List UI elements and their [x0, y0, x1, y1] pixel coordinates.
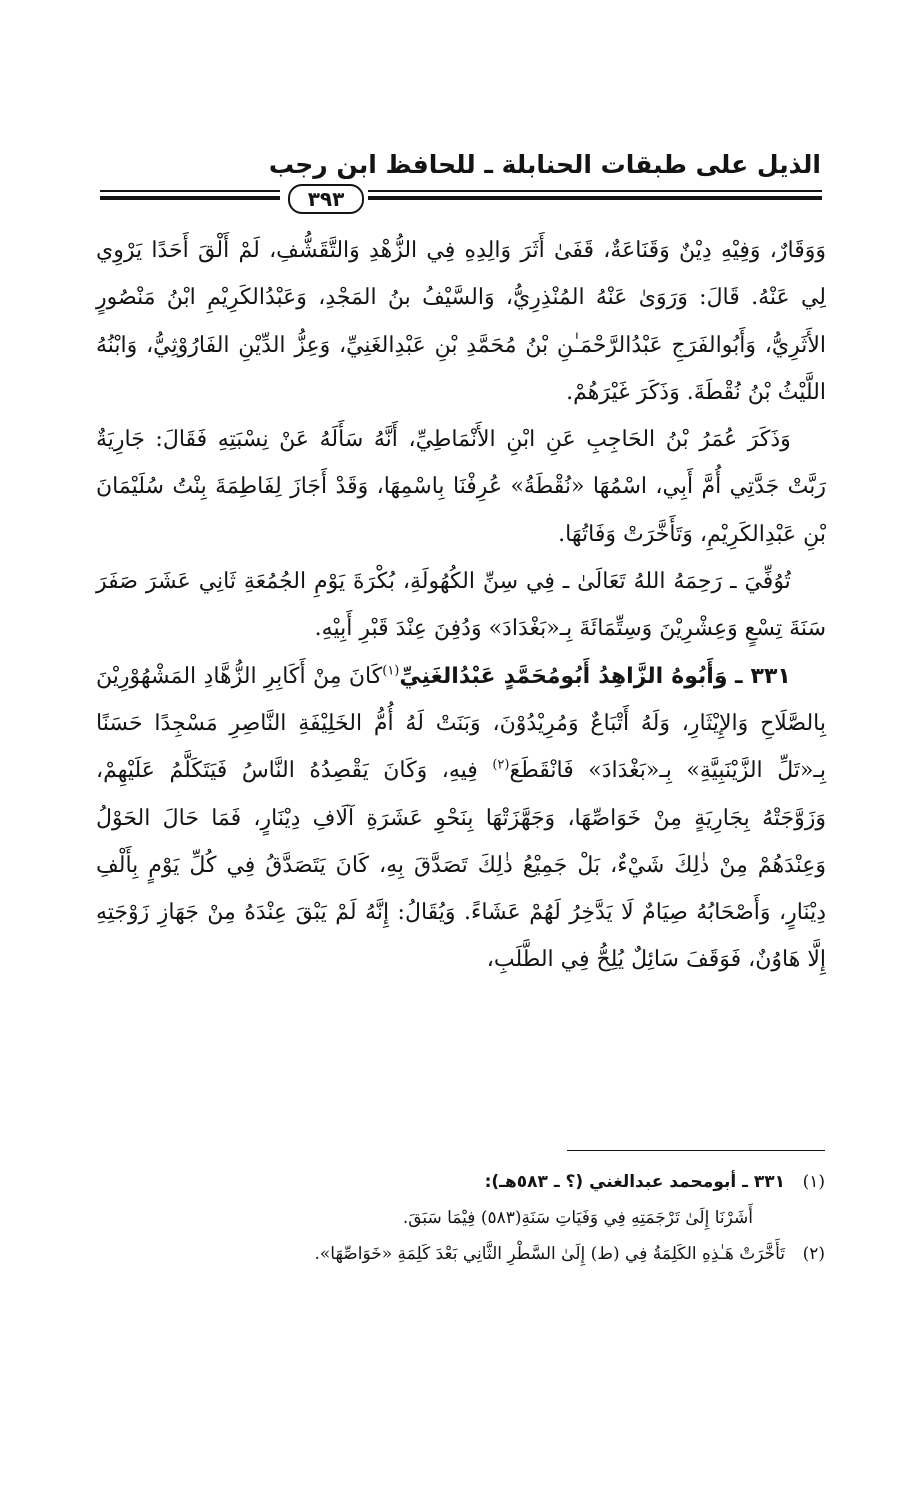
paragraph-4-text-b: فِيهِ، وَكَانَ يَقْصِدُهُ النَّاسُ فَيَتَكَلَّمُ عَلَيْهِمْ، وَزَوَّجَتْهُ بِجَارِيَةٍ مِنْ خَوَاصِّهَا، وَجَهَّزَتْهَا بِنَحْوِ عَشَرَةِ آلَافِ دِيْنَارٍ، فَمَا حَالَ الحَوْلُ وَعِنْدَهُمْ مِنْ ذٰلِكَ شَيْءٌ، بَلْ جَمِيْعُ ذٰلِكَ تَصَدَّقَ بِهِ، كَانَ يَتَصَدَّقُ فِي كُلِّ يَوْمٍ بِأَلْفِ دِيْنَارٍ، وَأَصْحَابُهُ صِيَامٌ لَا يَدَّخِرُ لَهُمْ عَشَاءً. وَيُقَالُ: إِنَّهُ لَمْ يَبْقَ عِنْدَهُ مِنْ جَهَازِ زَوْجَتِهِ إِلَّا هَاوُنٌ، فَوَقَفَ سَائِلٌ يُلِحُّ فِي الطَّلَبِ،	[96, 758, 826, 973]
entry-number: ٣٣١ ـ	[734, 663, 791, 689]
footnotes	[150, 1164, 825, 1272]
paragraph-3: تُوُفِّيَ ـ رَحِمَهُ اللهُ تَعَالَىٰ ـ فِي سِنِّ الكُهُولَةِ، بُكْرَةَ يَوْمِ الجُمُعَةِ ثَانِي عَشَرَ صَفَرَ سَنَةَ تِسْعٍ وَعِشْرِيْنَ وَسِتِّمَائَةَ بِـ«بَغْدَادَ» وَدُفِنَ عِنْدَ قَبْرِ أَبِيْهِ.	[96, 569, 826, 642]
paragraph-4	[96, 653, 826, 984]
header-rule-right-thin	[368, 190, 822, 192]
header-rule-left-thick	[100, 196, 280, 200]
main-text	[96, 227, 826, 984]
paragraph-4-text-a: كَانَ مِنْ أَكَابِرِ الزُّهَّادِ المَشْهُوْرِيْنَ بِالصَّلَاحِ وَالإِيْثَارِ، وَلَهُ أَتْبَاعٌ وَمُرِيْدُوْنَ، وَبَنَتْ لَهُ أُمُّ الخَلِيْفَةِ النَّاصِرِ مَسْجِدًا حَسَنًا بِـ«تَلِّ الزَّيْنَبِيَّةِ» بِـ«بَغْدَادَ» فَانْقَطَعَ	[96, 663, 827, 784]
footnote-divider	[567, 1150, 825, 1151]
footnote-ref-1: (١)	[382, 663, 400, 679]
footnote-2-text: تَأَخَّرَتْ هَـٰذِهِ الكَلِمَةُ فِي (ط) إِلَىٰ السَّطْرِ الثَّانِي بَعْدَ كَلِمَةِ «خَوَاصِّهَا».	[314, 1244, 785, 1264]
page-number: ٣٩٣	[288, 184, 364, 214]
header-rule-right-thick	[368, 196, 822, 200]
paragraph-2: وَذَكَرَ عُمَرُ بْنُ الحَاجِبِ عَنِ ابْنِ الأَنْمَاطِيِّ، أَنَّهُ سَأَلَهُ عَنْ نِسْبَتِهِ فَقَالَ: جَارِيَةٌ رَبَّتْ جَدَّتِي أُمَّ أَبِي، اسْمُهَا «نُقْطَةُ» عُرِفْنَا بِاسْمِهَا، وَقَدْ أَجَازَ لِفَاطِمَةَ بِنْتُ سُلَيْمَانَ بْنِ عَبْدِالكَرِيْمِ، وَتَأَخَّرَتْ وَفَاتُهَا.	[96, 427, 826, 547]
footnote-2-marker: (٢)	[802, 1244, 825, 1264]
footnote-1-marker: (١)	[802, 1172, 825, 1192]
entry-name: وَأَبُوهُ الزَّاهِدُ أَبُومُحَمَّدٍ عَبْدُالغَنِيِّ	[399, 663, 728, 689]
footnote-2	[150, 1236, 825, 1272]
running-header-title: الذيل على طبقات الحنابلة ـ للحافظ ابن رجب	[268, 150, 821, 179]
footnote-ref-2: (٢)	[492, 757, 510, 773]
footnote-1	[150, 1164, 825, 1200]
header-rule-left-thin	[100, 190, 280, 192]
paragraph-1: وَوَقَارٌ، وَفِيْهِ دِيْنٌ وَقَنَاعَةٌ، قَفَىٰ أَثَرَ وَالِدِهِ فِي الزُّهْدِ وَالتَّقَشُّفِ، لَمْ أَلْقَ أَحَدًا يَرْوِي لِي عَنْهُ. قَالَ: وَرَوَىٰ عَنْهُ المُنْذِرِيُّ، وَالسَّيْفُ بنُ المَجْدِ، وَعَبْدُالكَرِيْمِ ابْنُ مَنْصُورٍ الأَثَرِيُّ، وَأَبُوالفَرَجِ عَبْدُالرَّحْمَـٰنِ بْنُ مُحَمَّدِ بْنِ عَبْدِالغَنِيِّ، وَعِزُّ الدِّيْنِ الفَارُوْثِيُّ، وَابْنُهُ اللَّيْثُ بْنُ نُقْطَةَ. وَذَكَرَ غَيْرَهُمْ.	[96, 238, 826, 405]
footnote-1-heading: ٣٣١ ـ أبومحمد عبدالغني (؟ ـ ٥٨٣هـ):	[484, 1172, 785, 1192]
header-rule	[100, 184, 822, 211]
footnote-1-text: أَشَرْنَا إِلَىٰ تَرْجَمَتِهِ فِي وَفَيَاتِ سَنَةِ(٥٨٣) فِيْمَا سَبَقَ.	[402, 1208, 753, 1228]
